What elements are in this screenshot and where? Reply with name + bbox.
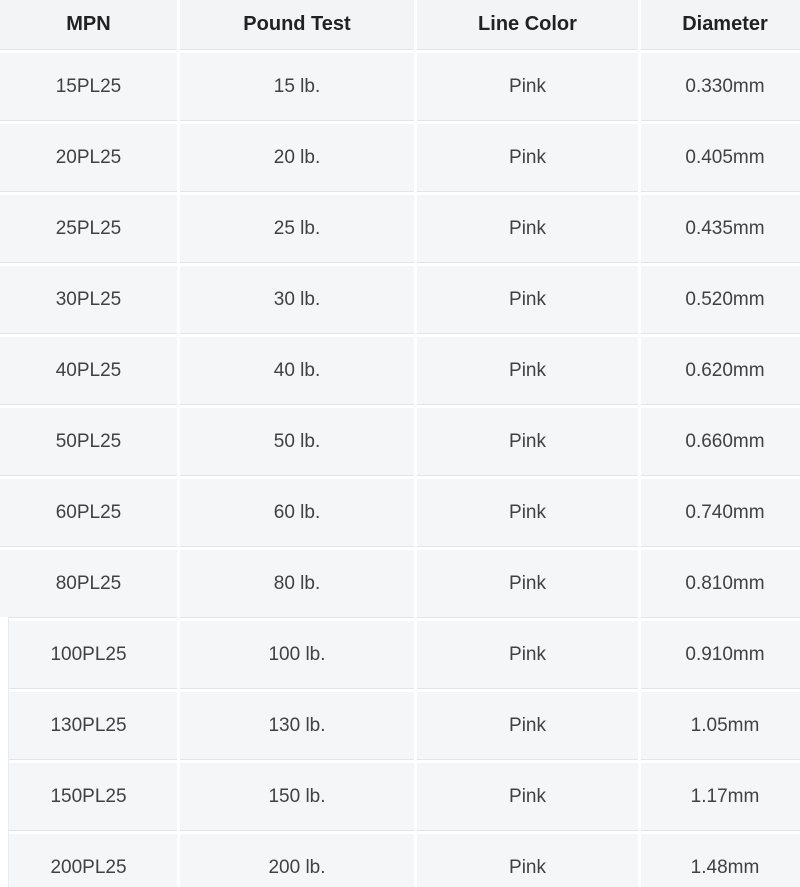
cell-diameter: 0.435mm xyxy=(641,195,800,262)
cell-diameter: 0.660mm xyxy=(641,408,800,475)
cell-pound-test: 200 lb. xyxy=(180,834,414,887)
cell-pound-test: 15 lb. xyxy=(180,53,414,120)
cell-diameter: 0.330mm xyxy=(641,53,800,120)
cell-diameter: 0.405mm xyxy=(641,124,800,191)
cell-diameter: 0.910mm xyxy=(641,621,800,688)
cell-diameter: 0.740mm xyxy=(641,479,800,546)
cell-diameter: 0.810mm xyxy=(641,550,800,617)
cell-line-color: Pink xyxy=(417,692,638,759)
cell-line-color: Pink xyxy=(417,408,638,475)
cell-diameter: 1.17mm xyxy=(641,763,800,830)
cell-mpn: 150PL25 xyxy=(0,763,177,830)
cell-diameter: 1.48mm xyxy=(641,834,800,887)
cell-line-color: Pink xyxy=(417,550,638,617)
column-header-pound-test: Pound Test xyxy=(180,0,414,49)
cell-mpn: 20PL25 xyxy=(0,124,177,191)
cell-mpn: 40PL25 xyxy=(0,337,177,404)
cell-mpn: 30PL25 xyxy=(0,266,177,333)
cell-mpn: 60PL25 xyxy=(0,479,177,546)
cell-pound-test: 150 lb. xyxy=(180,763,414,830)
cell-pound-test: 40 lb. xyxy=(180,337,414,404)
column-header-mpn: MPN xyxy=(0,0,177,49)
cell-line-color: Pink xyxy=(417,266,638,333)
cell-line-color: Pink xyxy=(417,621,638,688)
column-header-diameter: Diameter xyxy=(641,0,800,49)
cell-mpn: 50PL25 xyxy=(0,408,177,475)
cell-pound-test: 50 lb. xyxy=(180,408,414,475)
cell-mpn: 25PL25 xyxy=(0,195,177,262)
cell-line-color: Pink xyxy=(417,834,638,887)
cell-diameter: 0.520mm xyxy=(641,266,800,333)
cell-diameter: 0.620mm xyxy=(641,337,800,404)
cell-pound-test: 60 lb. xyxy=(180,479,414,546)
cell-line-color: Pink xyxy=(417,195,638,262)
cell-line-color: Pink xyxy=(417,124,638,191)
cell-pound-test: 20 lb. xyxy=(180,124,414,191)
cell-mpn: 80PL25 xyxy=(0,550,177,617)
cell-diameter: 1.05mm xyxy=(641,692,800,759)
cell-line-color: Pink xyxy=(417,53,638,120)
cell-pound-test: 30 lb. xyxy=(180,266,414,333)
cell-mpn: 15PL25 xyxy=(0,53,177,120)
cell-mpn: 100PL25 xyxy=(0,621,177,688)
cell-pound-test: 80 lb. xyxy=(180,550,414,617)
left-edge-artifact xyxy=(0,617,9,887)
cell-mpn: 130PL25 xyxy=(0,692,177,759)
cell-line-color: Pink xyxy=(417,337,638,404)
column-header-line-color: Line Color xyxy=(417,0,638,49)
cell-pound-test: 25 lb. xyxy=(180,195,414,262)
cell-line-color: Pink xyxy=(417,479,638,546)
cell-pound-test: 100 lb. xyxy=(180,621,414,688)
cell-line-color: Pink xyxy=(417,763,638,830)
cell-mpn: 200PL25 xyxy=(0,834,177,887)
cell-pound-test: 130 lb. xyxy=(180,692,414,759)
